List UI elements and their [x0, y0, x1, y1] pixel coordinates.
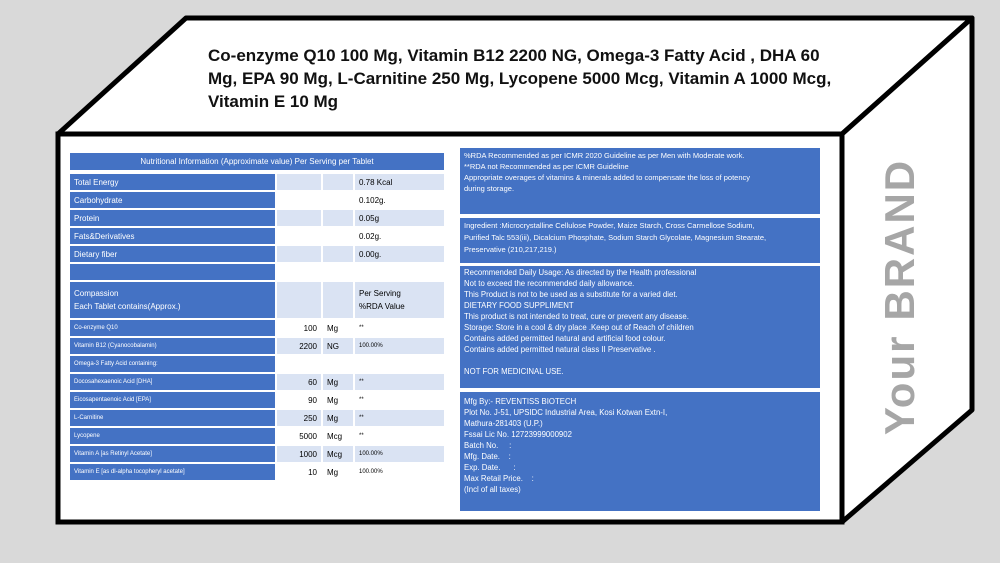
row-value: 0.05g: [355, 210, 444, 226]
row-unit: Mg: [323, 374, 353, 390]
row-qty: 90: [277, 392, 321, 408]
row-label: Fats&Derivatives: [70, 228, 275, 244]
row-rda: 100.00%: [355, 464, 444, 480]
table-row: [70, 392, 444, 408]
row-label: Total Energy: [70, 174, 275, 190]
row-label: Vitamin B12 (Cyanocobalamin): [70, 338, 275, 354]
row-qty: 10: [277, 464, 321, 480]
row-unit: Mcg: [323, 428, 353, 444]
row-label: Co-enzyme Q10: [70, 320, 275, 336]
brand-word-your: Your: [876, 334, 923, 436]
compassion-heading: Compassion Each Tablet contains(Approx.): [70, 282, 275, 318]
table-row: [70, 264, 444, 280]
row-label: Vitamin E [as dl-alpha tocopheryl acetate]: [70, 464, 275, 480]
table-row: [70, 246, 444, 262]
table-row: [70, 428, 444, 444]
brand-word-brand: BRAND: [876, 158, 923, 321]
manufacturer-panel: Mfg By:- REVENTISS BIOTECH Plot No. J-51, UPSIDC Industrial Area, Kosi Kotwan Extn-I, Mathura-281403 (U.P.) Fssai Lic No. 12723999000902 Batch No. : Mfg. Date. : Exp. Date. : Max Retail Price. : (Incl of all taxes): [460, 392, 820, 511]
row-unit: Mg: [323, 464, 353, 480]
table-row: [70, 282, 444, 318]
table-row: [70, 228, 444, 244]
row-qty: 5000: [277, 428, 321, 444]
row-qty: 2200: [277, 338, 321, 354]
row-unit: NG: [323, 338, 353, 354]
table-row: [70, 338, 444, 354]
table-row: [70, 374, 444, 390]
row-value: 0.02g.: [355, 228, 444, 244]
row-label: Vitamin A [as Retinyl Acetate]: [70, 446, 275, 462]
nutrition-table: [68, 172, 446, 482]
row-unit: Mg: [323, 320, 353, 336]
row-unit: Mcg: [323, 446, 353, 462]
table-row: [70, 192, 444, 208]
ingredient-panel: Ingredient :Microcrystalline Cellulose Powder, Maize Starch, Cross Carmellose Sodium, Purified Talc 553(iii), Dicalcium Phosphate, Sodium Starch Glycolate, Magnesium Stearate, Preservative (210,217,219.): [460, 218, 820, 263]
row-unit: Mg: [323, 392, 353, 408]
row-value: 0.102g.: [355, 192, 444, 208]
row-value: 0.78 Kcal: [355, 174, 444, 190]
row-label: Eicosapentaenoic Acid [EPA]: [70, 392, 275, 408]
row-label: Omega-3 Fatty Acid containing:: [70, 356, 275, 372]
row-label: Lycopene: [70, 428, 275, 444]
table-row: [70, 174, 444, 190]
row-rda: **: [355, 428, 444, 444]
row-qty: 60: [277, 374, 321, 390]
usage-panel: Recommended Daily Usage: As directed by the Health professional Not to exceed the recommended daily allowance. This Product is not to be used as a substitute for a varied diet. DIETARY FOOD SUPPLIMENT This product is not intended to treat, cure or prevent any disease. Storage: Store in a cool & dry place .Keep out of Reach of children Contains added permitted natural and artificial food colour. Contains added permitted natural class II Preservative . NOT FOR MEDICINAL USE.: [460, 266, 820, 388]
row-qty: 100: [277, 320, 321, 336]
row-label: Carbohydrate: [70, 192, 275, 208]
row-label: Protein: [70, 210, 275, 226]
row-label: Dietary fiber: [70, 246, 275, 262]
row-unit: Mg: [323, 410, 353, 426]
nutrition-header: Nutritional Information (Approximate value) Per Serving per Tablet: [70, 153, 444, 170]
row-qty: 1000: [277, 446, 321, 462]
brand-text: [876, 145, 924, 435]
row-label: L-Carnitine: [70, 410, 275, 426]
row-qty: 250: [277, 410, 321, 426]
table-row: [70, 446, 444, 462]
table-row: [70, 410, 444, 426]
row-rda: **: [355, 410, 444, 426]
row-rda: 100.00%: [355, 338, 444, 354]
table-row: [70, 210, 444, 226]
compassion-columns: Per Serving %RDA Value: [355, 282, 444, 318]
product-title: Co-enzyme Q10 100 Mg, Vitamin B12 2200 NG, Omega-3 Fatty Acid , DHA 60 Mg, EPA 90 Mg, L-Carnitine 250 Mg, Lycopene 5000 Mcg, Vitamin A 1000 Mcg, Vitamin E 10 Mg: [208, 46, 832, 111]
table-row: [70, 356, 444, 372]
row-value: 0.00g.: [355, 246, 444, 262]
rda-panel: %RDA Recommended as per ICMR 2020 Guideline as per Men with Moderate work. **RDA not Recommended as per ICMR Guideline Appropriate overages of vitamins & minerals added to compensate the loss of potency during storage.: [460, 148, 820, 214]
row-rda: 100.00%: [355, 446, 444, 462]
row-rda: **: [355, 392, 444, 408]
row-rda: **: [355, 320, 444, 336]
row-rda: **: [355, 374, 444, 390]
table-row: [70, 320, 444, 336]
table-row: [70, 464, 444, 480]
row-label: Docosahexaenoic Acid [DHA]: [70, 374, 275, 390]
